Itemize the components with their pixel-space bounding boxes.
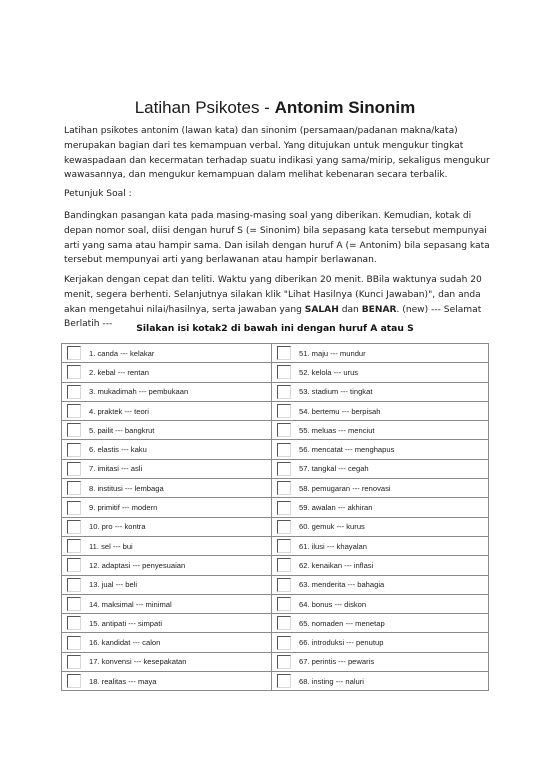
question-cell <box>62 440 272 459</box>
answer-checkbox[interactable] <box>277 655 291 669</box>
question-cell <box>62 633 272 652</box>
answer-checkbox[interactable] <box>277 636 291 650</box>
question-cell <box>62 517 272 536</box>
question-cell <box>62 556 272 575</box>
answer-checkbox[interactable] <box>277 365 291 379</box>
answer-checkbox[interactable] <box>277 674 291 688</box>
question-label: 56. mencatat --- menghapus <box>299 445 395 455</box>
answer-checkbox[interactable] <box>67 558 81 572</box>
instructions-paragraph: Bandingkan pasangan kata pada masing-masing soal yang diberikan. Kemudian, kotak di depan nomor soal, diisi dengan huruf S (= Sinonim) bila sepasang kata tersebut mempunyai arti yang sama atau hampir sama. Dan isilah dengan huruf A (= Antonim) bila sepasang kata tersebut mempunyai arti yang berlawanan atau hampir berlawanan. <box>64 211 490 266</box>
instructions-heading: Petunjuk Soal : <box>64 189 132 199</box>
question-label: 13. jual --- beli <box>89 580 138 590</box>
question-cell <box>62 614 272 633</box>
question-cell <box>272 672 489 691</box>
answer-checkbox[interactable] <box>67 520 81 534</box>
question-row <box>62 382 489 401</box>
question-label: 9. primitif --- modern <box>89 503 158 513</box>
question-cell <box>272 652 489 671</box>
question-label: 52. kelola --- urus <box>299 367 359 377</box>
answer-checkbox[interactable] <box>277 423 291 437</box>
question-row <box>62 401 489 420</box>
question-label: 61. ilusi --- khayalan <box>299 541 367 551</box>
answer-checkbox[interactable] <box>277 597 291 611</box>
question-label: 66. introduksi --- penutup <box>299 638 384 648</box>
question-label: 7. imitasi --- asli <box>89 464 143 474</box>
question-cell <box>272 614 489 633</box>
question-row <box>62 672 489 691</box>
question-cell <box>272 594 489 613</box>
question-cell <box>62 575 272 594</box>
question-label: 16. kandidat --- calon <box>89 638 161 648</box>
dan-text: dan <box>338 304 362 315</box>
question-row <box>62 498 489 517</box>
question-cell <box>272 401 489 420</box>
answer-checkbox[interactable] <box>67 404 81 418</box>
question-table <box>61 343 489 691</box>
answer-checkbox[interactable] <box>67 462 81 476</box>
question-cell <box>62 382 272 401</box>
question-cell <box>62 498 272 517</box>
question-label: 64. bonus --- diskon <box>299 599 367 609</box>
answer-checkbox[interactable] <box>277 558 291 572</box>
answer-checkbox[interactable] <box>67 385 81 399</box>
answer-checkbox[interactable] <box>67 365 81 379</box>
question-label: 68. insting --- naluri <box>299 676 364 686</box>
question-cell <box>272 344 489 363</box>
question-cell <box>62 421 272 440</box>
fill-instruction: Silakan isi kotak2 di bawah ini dengan huruf A atau S <box>136 323 414 334</box>
question-cell <box>272 536 489 555</box>
question-cell <box>272 440 489 459</box>
answer-checkbox[interactable] <box>277 520 291 534</box>
question-row <box>62 575 489 594</box>
question-label: 51. maju --- mundur <box>299 348 366 358</box>
question-label: 17. konvensi --- kesepakatan <box>89 657 187 667</box>
question-row <box>62 344 489 363</box>
question-label: 62. kenaikan --- inflasi <box>299 560 374 570</box>
question-label: 53. stadium --- tingkat <box>299 387 373 397</box>
question-label: 1. canda --- kelakar <box>89 348 155 358</box>
question-cell <box>62 479 272 498</box>
question-label: 4. praktek --- teori <box>89 406 149 416</box>
answer-checkbox[interactable] <box>277 462 291 476</box>
question-cell <box>272 575 489 594</box>
question-row <box>62 479 489 498</box>
answer-checkbox[interactable] <box>277 385 291 399</box>
page-title <box>0 98 550 118</box>
question-label: 8. institusi --- lembaga <box>89 483 164 493</box>
question-cell <box>272 479 489 498</box>
question-row <box>62 363 489 382</box>
answer-checkbox[interactable] <box>67 636 81 650</box>
answer-checkbox[interactable] <box>277 578 291 592</box>
question-label: 18. realitas --- maya <box>89 676 157 686</box>
answer-checkbox[interactable] <box>277 481 291 495</box>
question-label: 2. kebal --- rentan <box>89 367 149 377</box>
answer-checkbox[interactable] <box>277 539 291 553</box>
answer-checkbox[interactable] <box>67 346 81 360</box>
question-cell <box>272 556 489 575</box>
question-cell <box>272 363 489 382</box>
question-row <box>62 556 489 575</box>
answer-checkbox[interactable] <box>67 597 81 611</box>
answer-checkbox[interactable] <box>67 655 81 669</box>
answer-checkbox[interactable] <box>67 616 81 630</box>
question-label: 14. maksimal --- minimal <box>89 599 172 609</box>
answer-checkbox[interactable] <box>67 443 81 457</box>
question-cell <box>62 672 272 691</box>
title-plain: Latihan Psikotes - <box>134 98 275 117</box>
question-row <box>62 440 489 459</box>
question-cell <box>62 594 272 613</box>
answer-checkbox[interactable] <box>67 578 81 592</box>
answer-checkbox[interactable] <box>277 404 291 418</box>
intro-paragraph: Latihan psikotes antonim (lawan kata) dan sinonim (persamaan/padanan makna/kata) merupakan bagian dari tes kemampuan verbal. Yang ditujukan untuk mengukur tingkat kewaspadaan dan kecermatan terhadap suatu indikasi yang sama/mirip, sekaligus mengukur wawasannya, dan mengukur kemampuan dalam melihat kebenaran secara terbalik. <box>64 126 490 181</box>
answer-checkbox[interactable] <box>67 481 81 495</box>
salah-text: SALAH <box>304 304 339 315</box>
question-row <box>62 594 489 613</box>
question-row <box>62 536 489 555</box>
question-label: 65. nomaden --- menetap <box>299 618 385 628</box>
time-text: Kerjakan dengan cepat dan teliti. Waktu yang diberikan 20 menit. BBila waktunya sudah 20 menit, segera berhenti. Selanjutnya silakan klik "Lihat Hasilnya (Kunci Jawaban)", dan anda akan mengetahui nilai/hasilnya, serta jawaban yang <box>64 275 482 315</box>
answer-checkbox[interactable] <box>67 423 81 437</box>
question-label: 58. pemugaran --- renovasi <box>299 483 391 493</box>
answer-checkbox[interactable] <box>277 616 291 630</box>
question-cell <box>62 363 272 382</box>
title-bold: Antonim Sinonim <box>274 98 416 117</box>
question-label: 67. perintis --- pewaris <box>299 657 375 667</box>
question-row <box>62 614 489 633</box>
question-label: 12. adaptasi --- penyesuaian <box>89 560 186 570</box>
answer-checkbox[interactable] <box>67 674 81 688</box>
answer-checkbox[interactable] <box>277 501 291 515</box>
question-cell <box>62 459 272 478</box>
answer-checkbox[interactable] <box>277 346 291 360</box>
answer-checkbox[interactable] <box>67 539 81 553</box>
question-cell <box>62 401 272 420</box>
question-label: 15. antipati --- simpati <box>89 618 163 628</box>
question-cell <box>272 421 489 440</box>
question-cell <box>272 517 489 536</box>
benar-text: BENAR <box>361 304 397 315</box>
question-label: 11. sel --- bui <box>89 541 133 551</box>
question-label: 54. bertemu --- berpisah <box>299 406 381 416</box>
question-cell <box>62 344 272 363</box>
question-cell <box>62 652 272 671</box>
question-cell <box>62 536 272 555</box>
question-cell <box>272 498 489 517</box>
question-label: 55. meluas --- menciut <box>299 425 375 435</box>
question-row <box>62 459 489 478</box>
question-label: 5. pailit --- bangkrut <box>89 425 155 435</box>
answer-checkbox[interactable] <box>67 501 81 515</box>
question-label: 6. elastis --- kaku <box>89 445 147 455</box>
question-label: 10. pro --- kontra <box>89 522 146 532</box>
question-label: 57. tangkal --- cegah <box>299 464 369 474</box>
question-row <box>62 633 489 652</box>
question-label: 63. menderita --- bahagia <box>299 580 385 590</box>
question-row <box>62 517 489 536</box>
question-cell <box>272 633 489 652</box>
closing-text: . (new) --- Selamat Berlatih --- <box>64 304 482 330</box>
question-row <box>62 421 489 440</box>
question-row <box>62 652 489 671</box>
question-label: 3. mukadimah --- pembukaan <box>89 387 189 397</box>
question-cell <box>272 459 489 478</box>
answer-checkbox[interactable] <box>277 443 291 457</box>
question-label: 60. gemuk --- kurus <box>299 522 365 532</box>
question-cell <box>272 382 489 401</box>
question-label: 59. awalan --- akhiran <box>299 503 373 513</box>
